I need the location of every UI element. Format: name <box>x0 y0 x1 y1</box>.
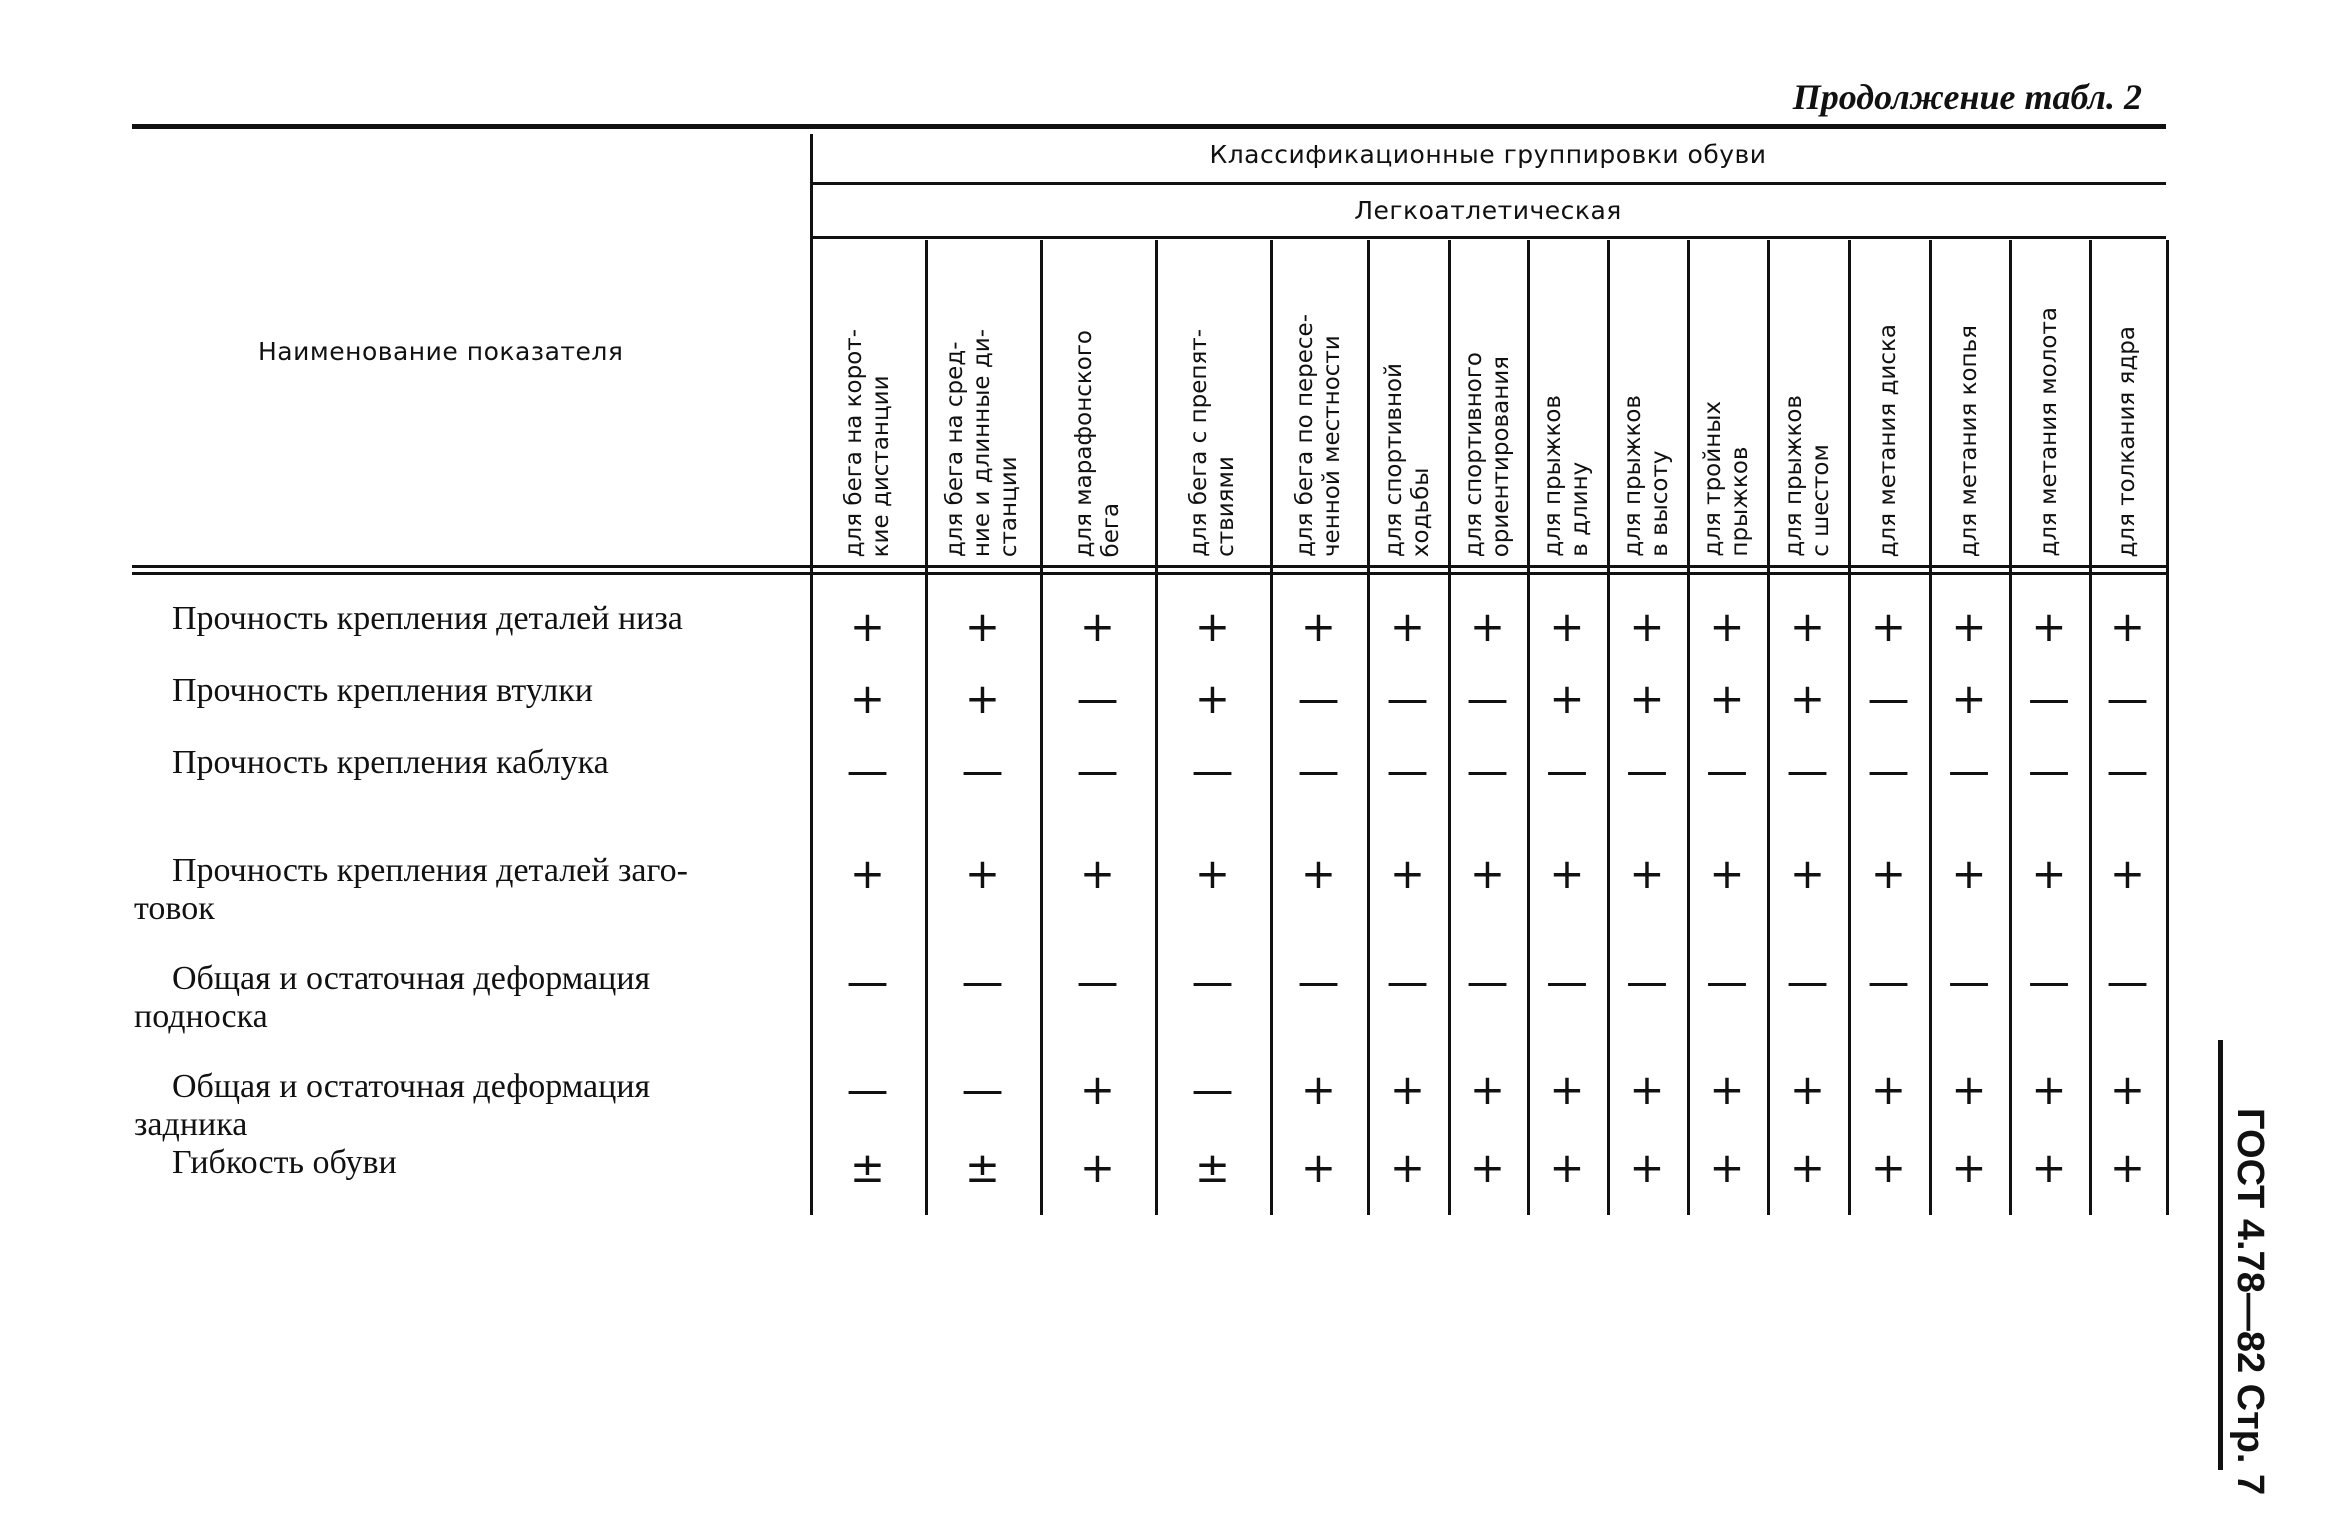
table-cell: — <box>1626 957 1668 1006</box>
column-header-label: для спортивного ориентирования <box>1460 351 1514 557</box>
row-label <box>134 744 780 782</box>
column-header-label: для метания диска <box>1875 323 1901 557</box>
table-cell: — <box>1948 957 1990 1006</box>
table-cell: — <box>1867 746 1910 795</box>
table-cell: — <box>1297 746 1340 795</box>
table-cell: + <box>1469 1143 1506 1192</box>
column-header <box>2009 245 2089 557</box>
column-header-label: для бега с препят- ствиями <box>1185 329 1239 557</box>
table-cell: — <box>2028 674 2070 723</box>
table-cell: + <box>1079 1065 1116 1114</box>
table-cell: + <box>849 602 886 651</box>
table-cell: — <box>1386 957 1429 1006</box>
table-continuation-caption: Продолжение табл. 2 <box>1792 77 2142 117</box>
table-cell: + <box>1870 602 1907 651</box>
table-cell: + <box>1300 602 1337 651</box>
column-header-label: для бега на сред- ние и длинные ди- станции <box>942 328 1022 557</box>
table-cell: — <box>1076 674 1119 723</box>
table-cell: + <box>1709 674 1745 723</box>
table-cell: + <box>849 849 886 898</box>
table-cell: + <box>849 674 886 723</box>
table-cell: — <box>1867 674 1910 723</box>
column-header <box>1367 245 1448 557</box>
table-cell: + <box>2031 1143 2067 1192</box>
table-cell: — <box>2028 957 2070 1006</box>
table-cell: + <box>1549 674 1585 723</box>
table-cell: — <box>1191 1065 1234 1114</box>
table-cell: + <box>1300 1065 1337 1114</box>
indicator-column-header: Наименование показателя <box>258 337 624 366</box>
table-cell: — <box>1076 957 1119 1006</box>
group-header: Классификационные группировки обуви <box>1209 140 1767 169</box>
table-cell: — <box>2028 746 2070 795</box>
table-cell: ± <box>964 1143 1001 1192</box>
column-header <box>1929 245 2009 557</box>
row-label-line: Прочность крепления каблука <box>172 744 609 781</box>
row-label <box>134 672 780 710</box>
table-cell: — <box>1076 746 1119 795</box>
table-cell: + <box>1549 1143 1585 1192</box>
row-label <box>134 600 780 638</box>
row-label-line: Прочность крепления деталей заго- <box>172 852 688 889</box>
table-cell: + <box>964 602 1001 651</box>
row-label-line: Гибкость обуви <box>172 1144 397 1181</box>
table-cell: + <box>1951 849 1987 898</box>
column-header-label: для бега по пересе- ченной местности <box>1291 313 1345 557</box>
table-cell: — <box>1786 957 1829 1006</box>
table-cell: — <box>1386 746 1429 795</box>
table-cell: + <box>2109 602 2146 651</box>
table-cell: + <box>1951 602 1987 651</box>
row-label-line: Прочность крепления деталей низа <box>172 600 683 637</box>
table-cell: + <box>964 674 1001 723</box>
table-cell: — <box>1546 957 1588 1006</box>
table-cell: — <box>961 746 1004 795</box>
column-header <box>2089 245 2166 557</box>
table-cell: + <box>1300 1143 1337 1192</box>
table-cell: + <box>1469 602 1506 651</box>
table-cell: — <box>1466 957 1509 1006</box>
page-side-note: ГОСТ 4.78—82 Стр. 7 <box>2229 1108 2271 1496</box>
column-header <box>1848 245 1929 557</box>
table-cell: + <box>1194 674 1231 723</box>
table-cell: — <box>1948 746 1990 795</box>
table-cell: + <box>1870 1143 1907 1192</box>
table-cell: — <box>1786 746 1829 795</box>
row-label-line: Общая и остаточная деформация <box>172 1068 651 1105</box>
table-cell: — <box>846 1065 889 1114</box>
table-cell: + <box>1389 849 1426 898</box>
group-divider <box>810 182 2166 185</box>
table-cell: — <box>1191 746 1234 795</box>
table-cell: — <box>1867 957 1910 1006</box>
table-cell: + <box>1549 849 1585 898</box>
column-header-label: для бега на корот- кие дистанции <box>840 328 894 557</box>
table-cell: + <box>1629 674 1665 723</box>
table-cell: — <box>1706 957 1748 1006</box>
row-label <box>134 1068 780 1144</box>
table-cell: + <box>1709 849 1745 898</box>
table-cell: — <box>961 957 1004 1006</box>
column-header-label: для метания молота <box>2035 307 2062 557</box>
column-header <box>925 245 1040 557</box>
table-cell: + <box>1194 602 1231 651</box>
table-cell: + <box>1469 1065 1506 1114</box>
table-cell: — <box>1546 746 1588 795</box>
table-cell: + <box>1469 849 1506 898</box>
column-header-label: для прыжков в высоту <box>1620 395 1673 557</box>
table-cell: + <box>2109 1143 2146 1192</box>
table-cell: — <box>2106 746 2149 795</box>
table-cell: — <box>1466 746 1509 795</box>
table-cell: + <box>1629 849 1665 898</box>
table-cell: + <box>1629 602 1665 651</box>
table-cell: — <box>1297 674 1340 723</box>
table-cell: — <box>2106 957 2149 1006</box>
table-cell: ± <box>849 1143 886 1192</box>
table-cell: + <box>1789 602 1826 651</box>
column-header-label: для тройных прыжков <box>1700 401 1753 557</box>
table-cell: — <box>1386 674 1429 723</box>
table-cell: + <box>1389 1143 1426 1192</box>
table-cell: + <box>1709 1143 1745 1192</box>
subgroup-header: Легкоатлетическая <box>1354 196 1622 225</box>
table-cell: + <box>1079 849 1116 898</box>
table-cell: — <box>1191 957 1234 1006</box>
column-header-label: для прыжков в длину <box>1540 395 1593 557</box>
table-cell: — <box>846 957 889 1006</box>
row-label-continuation: задника <box>134 1106 248 1143</box>
table-cell: + <box>1709 1065 1745 1114</box>
table-cell: + <box>2109 849 2146 898</box>
table-cell: — <box>1297 957 1340 1006</box>
table-cell: — <box>1706 746 1748 795</box>
column-header <box>1270 245 1367 557</box>
column-header-label: для метания копья <box>1955 324 1982 557</box>
column-header <box>1607 245 1687 557</box>
table-cell: + <box>1079 602 1116 651</box>
table-cell: — <box>2106 674 2149 723</box>
side-note-bar <box>2218 1040 2223 1470</box>
table-top-rule <box>132 124 2166 129</box>
subgroup-divider <box>810 236 2166 239</box>
table-cell: + <box>1389 1065 1426 1114</box>
row-label <box>134 1144 780 1182</box>
table-cell: + <box>1789 1065 1826 1114</box>
column-header <box>1155 245 1270 557</box>
table-cell: + <box>2031 849 2067 898</box>
row-label-continuation: товок <box>134 890 215 927</box>
row-label <box>134 960 780 1036</box>
column-header <box>1767 245 1848 557</box>
table-cell: + <box>1951 1143 1987 1192</box>
table-cell: + <box>1079 1143 1116 1192</box>
column-header <box>1527 245 1607 557</box>
table-cell: — <box>961 1065 1004 1114</box>
table-cell: + <box>1709 602 1745 651</box>
row-label <box>134 852 780 928</box>
table-cell: + <box>1951 1065 1987 1114</box>
table-cell: + <box>2109 1065 2146 1114</box>
header-bottom-rule-1 <box>132 565 2166 568</box>
table-cell: + <box>1194 849 1231 898</box>
table-cell: + <box>2031 602 2067 651</box>
table-cell: + <box>1549 1065 1585 1114</box>
table-cell: + <box>1389 602 1426 651</box>
table-cell: — <box>846 746 889 795</box>
row-label-line: Общая и остаточная деформация <box>172 960 651 997</box>
table-cell: + <box>1870 849 1907 898</box>
table-cell: — <box>1466 674 1509 723</box>
column-header-label: для толкания ядра <box>2114 325 2140 557</box>
table-cell: + <box>1629 1143 1665 1192</box>
table-cell: + <box>1789 1143 1826 1192</box>
table-cell: + <box>1300 849 1337 898</box>
column-header-label: для марафонского бега <box>1070 329 1124 557</box>
header-bottom-rule-2 <box>132 572 2166 575</box>
table-cell: + <box>1870 1065 1907 1114</box>
column-header <box>1040 245 1155 557</box>
column-header-label: для спортивной ходьбы <box>1380 362 1434 557</box>
table-cell: + <box>964 849 1001 898</box>
column-header <box>810 245 925 557</box>
table-cell: — <box>1626 746 1668 795</box>
table-cell: + <box>1789 674 1826 723</box>
table-cell: + <box>1549 602 1585 651</box>
table-cell: + <box>1951 674 1987 723</box>
column-header <box>1687 245 1767 557</box>
table-cell: + <box>1629 1065 1665 1114</box>
table-cell: ± <box>1194 1143 1231 1192</box>
column-header-label: для прыжков с шестом <box>1780 395 1834 557</box>
row-label-continuation: подноска <box>134 998 268 1035</box>
table-cell: + <box>2031 1065 2067 1114</box>
table-cell: + <box>1789 849 1826 898</box>
row-label-line: Прочность крепления втулки <box>172 672 593 709</box>
column-header <box>1448 245 1527 557</box>
